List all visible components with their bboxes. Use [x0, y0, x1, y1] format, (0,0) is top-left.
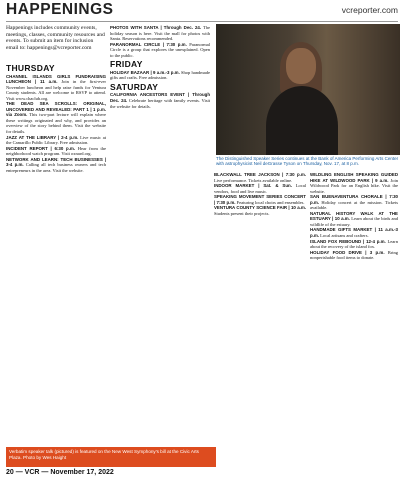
column-2: [110, 25, 210, 445]
column-3: [214, 172, 306, 462]
listing: CHANNEL ISLANDS GIRLS FUNDRAISING LUNCHEON | 11 a.m. Join in the first-ever November luncheon and help raise funds for Ventura County students. All are welcome to RSVP to attend. Visit www.chaclub.org.: [6, 73, 106, 101]
site-url[interactable]: vcreporter.com: [341, 5, 398, 15]
page-folio: 20 — VCR — November 17, 2022: [6, 469, 114, 476]
column-1: [6, 62, 106, 445]
listing: BLACKWALL TREE JACKSON | 7:30 p.m. Live performance. Tickets available online.: [214, 172, 306, 183]
photo-caption: The Distinguished Speaker Series continues at the Bank of America Performing Arts Center with astrophysicist Neil deGrasse Tyson on Thursday, Nov. 17, at 8 p.m.: [216, 156, 399, 167]
listing: SPEAKING MOVEMENT SERIES CONCERT | 7:30 p.m. Featuring local choirs and ensembles.: [214, 194, 306, 205]
intro-text: Happenings includes community events, meetings, classes, community resources and events. To submit an item for inclusion email to: happenings@vcreporter.com: [6, 25, 105, 51]
listing: WILDLING ENGLISH SPEAKING GUIDED HIKE AT WILDWOOD PARK | 9 a.m. Join Wildwood Park for an English hike. Visit the website.: [310, 172, 398, 194]
listing: CALIFORNIA ANCESTORS EVENT | Through Dec. 24. Celebrate heritage with family events. Visit the website for details.: [110, 92, 210, 109]
listing: PARANORMAL CIRCLE | 7:30 p.m. Paranormal Circle is a group that explores the unexplained. Open to the public.: [110, 41, 210, 58]
listing: PHOTOS WITH SANTA | Through Dec. 24. The holiday season is here. Visit the mall for photos with Santa. Reservations recommended.: [110, 25, 210, 42]
listing: THE DEAD SEA SCROLLS: ORIGINAL, UNCOVERED AND REVEALED: PART 1 | 1 p.m. via Zoom. This two-part lecture will explain where these writings originated and why, and provides an overview of the story behind them. Visit the website for details.: [6, 101, 106, 135]
speaker-photo: [216, 24, 400, 155]
day-heading: FRIDAY: [110, 59, 143, 70]
listing: HOLIDAY FOOD DRIVE | 3 p.m. Bring nonperishable food items to donate.: [310, 249, 398, 261]
listing: INDOOR MARKET | Sat. & Sun. Local vendors, food and live music.: [214, 183, 306, 194]
day-heading: THURSDAY: [6, 63, 55, 73]
listing: JAZZ AT THE LIBRARY | 2-4 p.m. Live music at the Camarillo Public Library. Free admission.: [6, 134, 106, 146]
listing: HANDMADE GIFTS MARKET | 11 a.m.-3 p.m. Local artisans and crafters.: [310, 227, 398, 239]
listing: VENTURA COUNTY SCIENCE FAIR | 10 a.m. Students present their projects.: [214, 205, 306, 216]
listing: SAN BUENAVENTURA CHORALE | 7:30 p.m. Holiday concert at the mission. Tickets available.: [310, 194, 398, 211]
listing: INCIDENT REPORT | 6:30 p.m. Hear from the neighborhood watch program. Visit oxnard.org.: [6, 145, 106, 157]
section-title: HAPPENINGS: [6, 1, 114, 18]
listing: NATURAL HISTORY WALK AT THE ESTUARY | 10 a.m. Learn about the birds and wildlife of the estuary.: [310, 210, 398, 227]
masthead-rule: [6, 21, 398, 22]
day-heading: SATURDAY: [110, 81, 159, 92]
photo-note: Verbatim speaker talk (pictured) is featured on the New West Symphony's bill at the Civic Arts Plaza. Photo by Wes Haight: [6, 447, 216, 467]
column-4: [310, 172, 398, 462]
listing: ISLAND FOX REBOUND | 12-4 p.m. Learn about the recovery of the island fox.: [310, 238, 398, 250]
listing: NETWORK AND LEARN: TECH BUSINESSES | 3-4 p.m. Calling all tech business owners and tech entrepreneurs in the area. Visit the website.: [6, 156, 106, 173]
listing: HOLIDAY BAZAAR | 9 a.m.-3 p.m. Shop handmade gifts and crafts. Free admission.: [110, 69, 210, 81]
masthead: [6, 1, 398, 21]
